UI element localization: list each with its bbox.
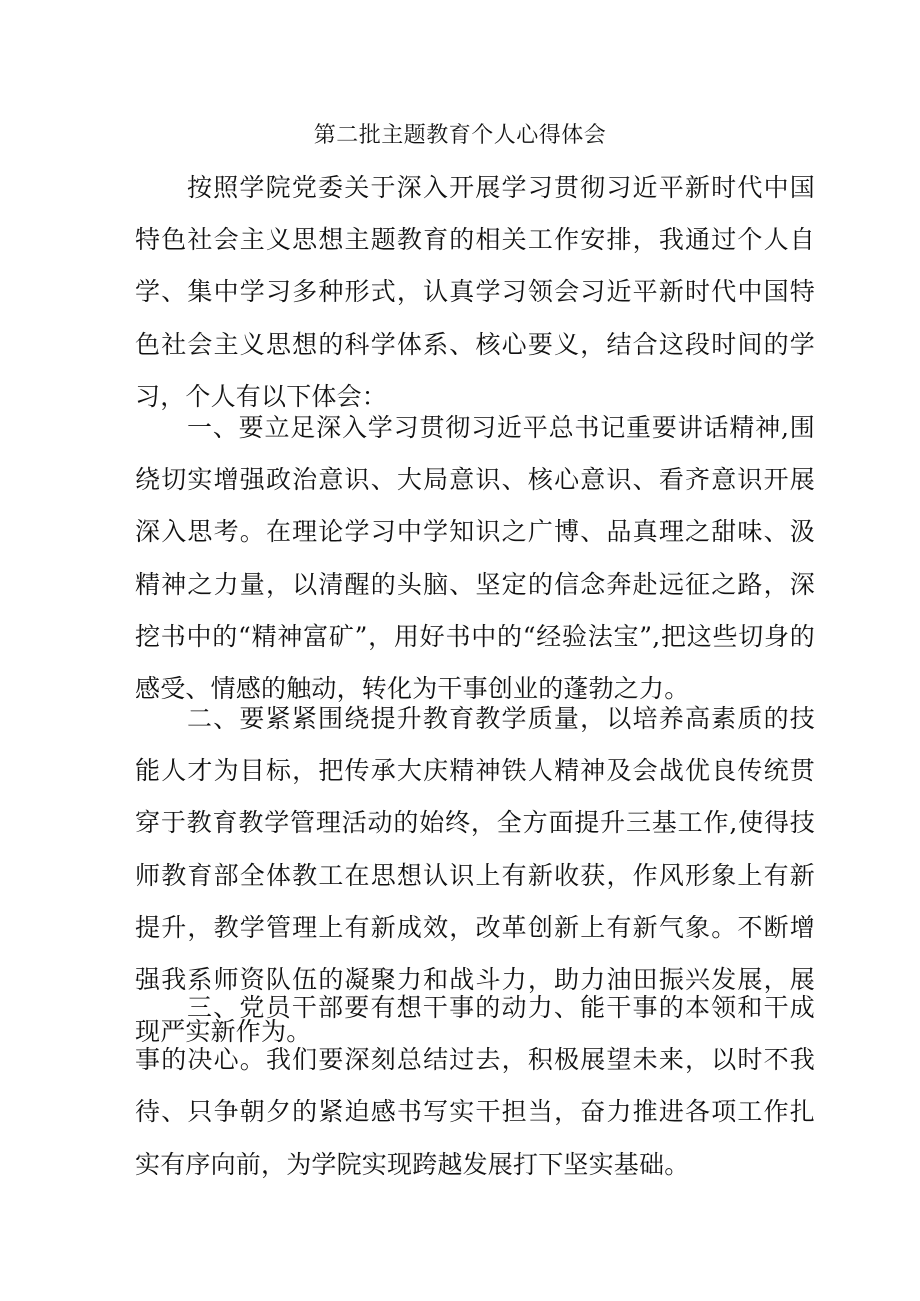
paragraph-point-one: 一、要立足深入学习贯彻习近平总书记重要讲话精神,围绕切实增强政治意识、大局意识、核心意识、看齐意识开展深入思考。在理论学习中学知识之广博、品真理之甜味、汲精神之力量，以清醒的头脑、坚定的信念奔赴远征之路，深挖书中的“精神富矿”，用好书中的“经验法宝”,把这些切身的感受、情感的触动，转化为干事创业的蓬勃之力。 <box>135 413 815 704</box>
document-title: 第二批主题教育个人心得体会 <box>313 123 607 148</box>
paragraph-intro: 按照学院党委关于深入开展学习贯彻习近平新时代中国特色社会主义思想主题教育的相关工作安排，我通过个人自学、集中学习多种形式，认真学习领会习近平新时代中国特色社会主义思想的科学体系、核心要义，结合这段时间的学习，个人有以下体会： <box>135 173 815 411</box>
paragraph-point-three: 三、党员干部要有想干事的动力、能干事的本领和干成事的决心。我们要深刻总结过去，积极展望未来，以时不我待、只争朝夕的紧迫感书写实干担当，奋力推进各项工作扎实有序向前，为学院实现跨越发展打下坚实基础。 <box>135 993 815 1179</box>
paragraph-point-two: 二、要紧紧围绕提升教育教学质量，以培养高素质的技能人才为目标，把传承大庆精神铁人精神及会战优良传统贯穿于教育教学管理活动的始终，全方面提升三基工作,使得技师教育部全体教工在思想认识上有新收获，作风形象上有新提升，教学管理上有新成效，改革创新上有新气象。不断增强我系师资队伍的凝聚力和战斗力，助力油田振兴发展，展现严实新作为。 <box>135 704 815 1047</box>
